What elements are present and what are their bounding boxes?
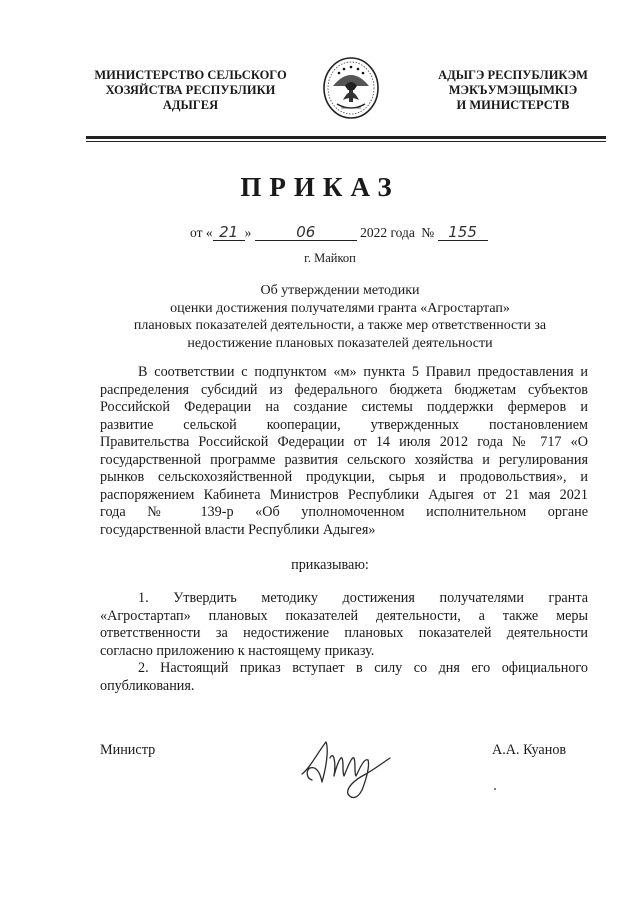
order-items bbox=[100, 590, 588, 695]
preamble-line: государственной власти Республики Адыгея» bbox=[100, 521, 376, 538]
city-label: г. Майкоп bbox=[304, 251, 356, 265]
date-mid: » bbox=[244, 225, 252, 240]
preamble-line: Российской Федерации на создание системы поддержки фермеров и bbox=[100, 399, 588, 415]
subject-line: Об утверждении методики bbox=[260, 283, 420, 298]
ministry-name-line: ХОЗЯЙСТВА РЕСПУБЛИКИ bbox=[105, 83, 276, 97]
date-month: 06 bbox=[255, 224, 357, 241]
item-line: опубликования. bbox=[100, 677, 195, 694]
signatory-position: Министр bbox=[100, 742, 156, 758]
subject-line: недостижение плановых показателей деятельности bbox=[187, 335, 493, 351]
handwritten-signature bbox=[296, 728, 396, 804]
header-rule-thin bbox=[86, 141, 606, 142]
preamble-line: государственной программе развития сельского хозяйства и регулирования bbox=[100, 451, 588, 468]
ministry-name-line: МЭКЪУМЭЩЫМКIЭ bbox=[448, 83, 578, 97]
ministry-name-line: АДЫГЭ РЕСПУБЛИКЭМ bbox=[438, 68, 588, 82]
preamble-line: развитие сельской кооперации, утвержденных постановлением bbox=[100, 416, 588, 433]
header-rule-thick bbox=[86, 136, 606, 139]
order-subject bbox=[90, 282, 590, 352]
coat-of-arms-icon bbox=[321, 56, 381, 120]
order-word: приказываю: bbox=[291, 557, 369, 573]
scan-speck bbox=[494, 788, 496, 790]
item-line: «Агростартап» плановых показателей деятельности, а также меры bbox=[100, 607, 588, 624]
date-day: 21 bbox=[213, 224, 245, 241]
subject-line: плановых показателей деятельности, а также мер ответственности за bbox=[133, 318, 547, 334]
ministry-name-line: И МИНИСТЕРСТВ bbox=[456, 98, 570, 112]
preamble-line: В соответствии с подпунктом «м» пункта 5 Правил предоставления и bbox=[138, 364, 588, 380]
date-year: 2022 года bbox=[360, 225, 415, 240]
item-line: согласно приложению к настоящему приказу. bbox=[100, 642, 375, 659]
date-prefix: от « bbox=[190, 225, 213, 240]
preamble-line: распоряжением Кабинета Министров Республики Адыгея от 21 мая 2021 bbox=[100, 486, 588, 503]
preamble-paragraph bbox=[100, 364, 588, 539]
signatory-name: А.А. Куанов bbox=[492, 742, 567, 758]
order-number: 155 bbox=[438, 224, 488, 241]
ministry-name-russian bbox=[78, 68, 303, 113]
item-line: 1. Утвердить методику достижения получателями гранта bbox=[138, 590, 588, 606]
ministry-name-line: МИНИСТЕРСТВО СЕЛЬСКОГО bbox=[94, 68, 287, 82]
preamble-line: Правительства Российской Федерации от 14 июля 2012 года № 717 «О bbox=[100, 434, 588, 450]
ministry-name-adyghe bbox=[418, 68, 608, 113]
order-dateline bbox=[190, 224, 488, 241]
subject-line: оценки достижения получателями гранта «Агростартап» bbox=[170, 300, 510, 316]
preamble-line: распределения субсидий из федерального бюджета бюджетам субъектов bbox=[100, 381, 588, 398]
number-label: № bbox=[421, 225, 435, 240]
preamble-line: рынков сельскохозяйственной продукции, сырья и продовольствия», и bbox=[100, 469, 588, 485]
preamble-line: года № 139-р «Об уполномоченном исполнительном органе bbox=[100, 504, 588, 520]
item-line: 2. Настоящий приказ вступает в силу со дня его официального bbox=[138, 660, 588, 676]
ministry-name-line: АДЫГЕЯ bbox=[162, 98, 219, 112]
item-line: ответственности за недостижение плановых показателей деятельности bbox=[100, 625, 588, 641]
document-title: ПРИКАЗ bbox=[240, 172, 400, 202]
